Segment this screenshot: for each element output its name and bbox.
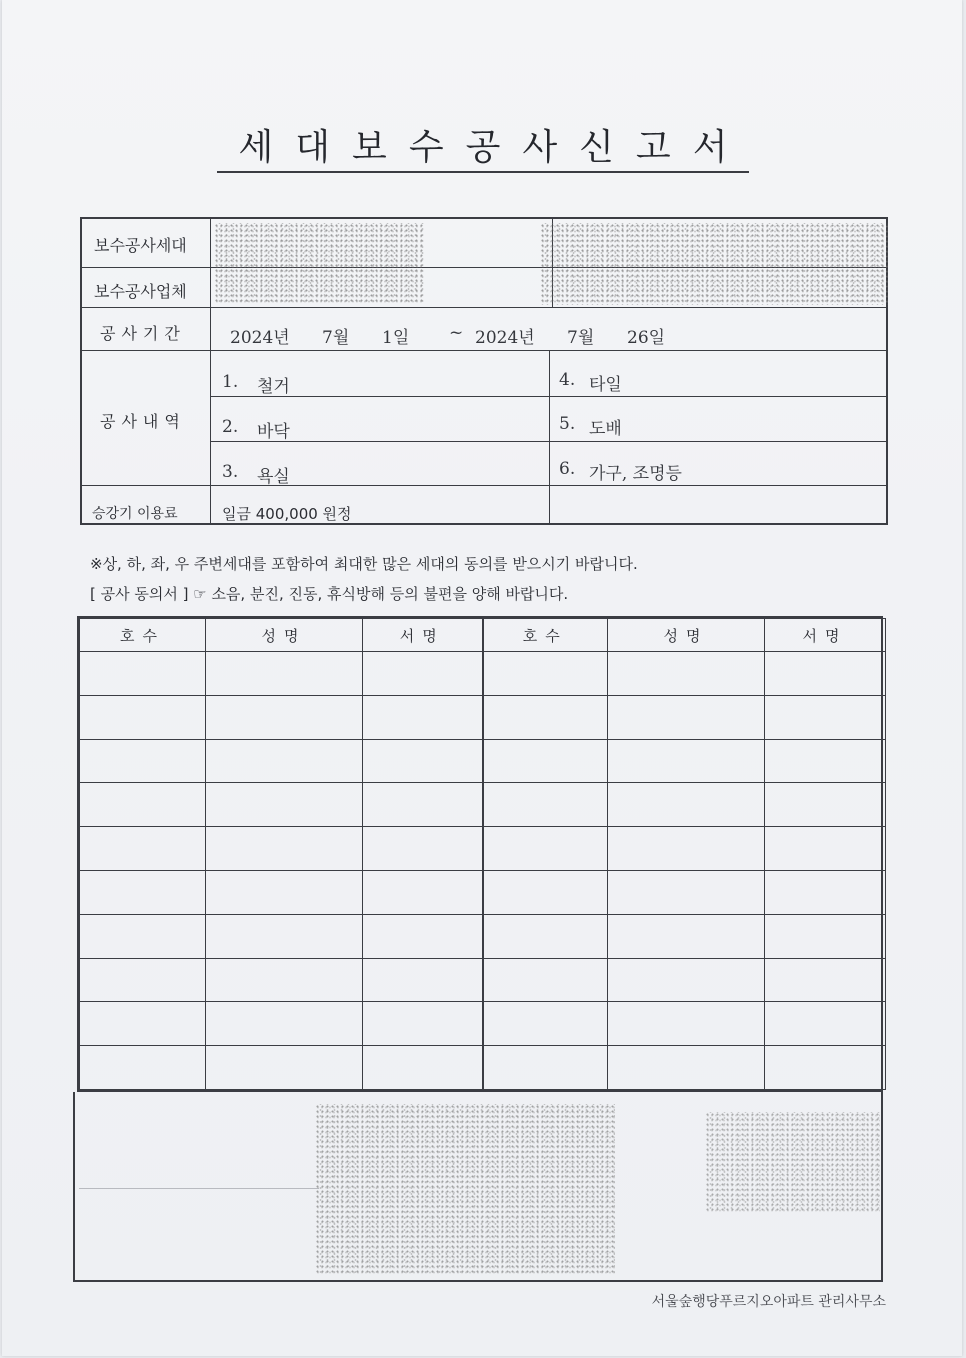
detail-5-text: 도배 bbox=[589, 419, 622, 439]
unit-cell[interactable] bbox=[483, 739, 608, 783]
signature-cell[interactable] bbox=[363, 914, 483, 958]
name-cell[interactable] bbox=[608, 695, 765, 739]
name-cell[interactable] bbox=[206, 652, 363, 696]
signature-cell[interactable] bbox=[363, 958, 483, 1002]
period-end-day: 26일 bbox=[627, 328, 666, 348]
signature-cell[interactable] bbox=[765, 914, 886, 958]
name-cell[interactable] bbox=[206, 958, 363, 1002]
name-cell[interactable] bbox=[608, 783, 765, 827]
footer-office: 서울숲행당푸르지오아파트 관리사무소 bbox=[651, 1294, 886, 1310]
detail-2-no: 2. bbox=[222, 417, 239, 437]
period-end-year: 2024년 bbox=[475, 328, 535, 348]
signature-cell[interactable] bbox=[765, 652, 886, 696]
signature-cell[interactable] bbox=[765, 739, 886, 783]
consent-row bbox=[80, 783, 886, 827]
unit-cell[interactable] bbox=[80, 783, 206, 827]
redacted-stamp bbox=[705, 1112, 880, 1212]
consent-table bbox=[77, 616, 883, 1092]
unit-cell[interactable] bbox=[483, 783, 608, 827]
unit-cell[interactable] bbox=[483, 827, 608, 871]
name-cell[interactable] bbox=[608, 827, 765, 871]
name-cell[interactable] bbox=[608, 914, 765, 958]
unit-cell[interactable] bbox=[80, 827, 206, 871]
unit-cell[interactable] bbox=[80, 1046, 206, 1090]
header-name: 성명 bbox=[608, 619, 765, 652]
elevator-fee-value: 일금 400,000 원정 bbox=[222, 505, 352, 523]
signature-area bbox=[73, 1092, 883, 1282]
unit-cell[interactable] bbox=[80, 739, 206, 783]
name-cell[interactable] bbox=[608, 870, 765, 914]
signature-cell[interactable] bbox=[363, 870, 483, 914]
header-unit: 호수 bbox=[80, 619, 206, 652]
name-cell[interactable] bbox=[206, 827, 363, 871]
consent-row bbox=[80, 739, 886, 783]
signature-cell[interactable] bbox=[363, 739, 483, 783]
signature-cell[interactable] bbox=[765, 1046, 886, 1090]
signature-cell[interactable] bbox=[363, 695, 483, 739]
unit-cell[interactable] bbox=[80, 870, 206, 914]
detail-6-text: 가구, 조명등 bbox=[589, 464, 682, 484]
header-unit: 호수 bbox=[483, 619, 608, 652]
unit-cell[interactable] bbox=[483, 695, 608, 739]
consent-row bbox=[80, 827, 886, 871]
name-cell[interactable] bbox=[206, 870, 363, 914]
name-cell[interactable] bbox=[206, 1046, 363, 1090]
details-label: 공사내역 bbox=[100, 412, 186, 431]
redacted-contractor bbox=[540, 223, 888, 305]
period-separator: ~ bbox=[449, 323, 464, 343]
consent-row bbox=[80, 1002, 886, 1046]
signature-cell[interactable] bbox=[765, 695, 886, 739]
name-cell[interactable] bbox=[608, 1046, 765, 1090]
form-row-line bbox=[210, 396, 886, 397]
unit-cell[interactable] bbox=[80, 1002, 206, 1046]
header-name: 성명 bbox=[206, 619, 363, 652]
detail-4-text: 타일 bbox=[589, 375, 622, 395]
unit-cell[interactable] bbox=[80, 914, 206, 958]
name-cell[interactable] bbox=[608, 739, 765, 783]
unit-cell[interactable] bbox=[483, 1046, 608, 1090]
name-cell[interactable] bbox=[206, 783, 363, 827]
contractor-label: 보수공사업체 bbox=[94, 282, 187, 301]
consent-row bbox=[80, 958, 886, 1002]
detail-1-text: 철거 bbox=[257, 377, 290, 397]
detail-3-no: 3. bbox=[222, 462, 239, 482]
consent-header-row bbox=[80, 619, 886, 652]
period-end-month: 7월 bbox=[567, 328, 595, 348]
signature-cell[interactable] bbox=[363, 1046, 483, 1090]
detail-3-text: 욕실 bbox=[257, 467, 290, 487]
consent-row bbox=[80, 914, 886, 958]
form-row-line bbox=[210, 441, 886, 442]
detail-5-no: 5. bbox=[559, 414, 576, 434]
unit-cell[interactable] bbox=[483, 1002, 608, 1046]
detail-2-text: 바닥 bbox=[257, 422, 290, 442]
signature-cell[interactable] bbox=[363, 783, 483, 827]
signature-cell[interactable] bbox=[765, 783, 886, 827]
document-title: 세대보수공사신고서 bbox=[0, 125, 966, 173]
notice-line-2: [ 공사 동의서 ] ☞ 소음, 분진, 진동, 휴식방해 등의 불편을 양해 바랍니다. bbox=[90, 585, 569, 603]
name-cell[interactable] bbox=[206, 695, 363, 739]
notice-line-1: ※상, 하, 좌, 우 주변세대를 포함하여 최대한 많은 세대의 동의를 받으시기 바랍니다. bbox=[90, 555, 638, 573]
form-col-line bbox=[549, 350, 550, 523]
detail-6-no: 6. bbox=[559, 459, 576, 479]
consent-row bbox=[80, 652, 886, 696]
name-cell[interactable] bbox=[608, 652, 765, 696]
faint-line bbox=[79, 1188, 319, 1189]
unit-cell[interactable] bbox=[80, 652, 206, 696]
signature-cell[interactable] bbox=[765, 870, 886, 914]
detail-4-no: 4. bbox=[559, 370, 576, 390]
form-row-line bbox=[82, 350, 886, 351]
unit-cell[interactable] bbox=[483, 870, 608, 914]
consent-row bbox=[80, 870, 886, 914]
header-signature: 서명 bbox=[363, 619, 483, 652]
household-label: 보수공사세대 bbox=[94, 236, 187, 255]
signature-cell[interactable] bbox=[765, 1002, 886, 1046]
form-row-line bbox=[82, 485, 886, 486]
unit-cell[interactable] bbox=[80, 958, 206, 1002]
signature-cell[interactable] bbox=[765, 958, 886, 1002]
period-label: 공사기간 bbox=[100, 324, 186, 343]
form-col-line bbox=[210, 219, 211, 523]
name-cell[interactable] bbox=[608, 958, 765, 1002]
signature-cell[interactable] bbox=[765, 827, 886, 871]
name-cell[interactable] bbox=[206, 739, 363, 783]
header-signature: 서명 bbox=[765, 619, 886, 652]
unit-cell[interactable] bbox=[483, 914, 608, 958]
consent-row bbox=[80, 1046, 886, 1090]
detail-1-no: 1. bbox=[222, 372, 239, 392]
redacted-household bbox=[214, 223, 424, 303]
unit-cell[interactable] bbox=[483, 958, 608, 1002]
name-cell[interactable] bbox=[206, 1002, 363, 1046]
consent-row bbox=[80, 695, 886, 739]
unit-cell[interactable] bbox=[483, 652, 608, 696]
period-start-day: 1일 bbox=[382, 328, 410, 348]
redacted-signature bbox=[315, 1104, 615, 1274]
elevator-fee-label: 승강기 이용료 bbox=[92, 506, 178, 522]
info-form bbox=[80, 217, 888, 525]
name-cell[interactable] bbox=[608, 1002, 765, 1046]
signature-cell[interactable] bbox=[363, 652, 483, 696]
unit-cell[interactable] bbox=[80, 695, 206, 739]
form-row-line bbox=[82, 307, 886, 308]
signature-cell[interactable] bbox=[363, 1002, 483, 1046]
name-cell[interactable] bbox=[206, 914, 363, 958]
signature-cell[interactable] bbox=[363, 827, 483, 871]
period-start-year: 2024년 bbox=[230, 328, 290, 348]
period-start-month: 7월 bbox=[322, 328, 350, 348]
